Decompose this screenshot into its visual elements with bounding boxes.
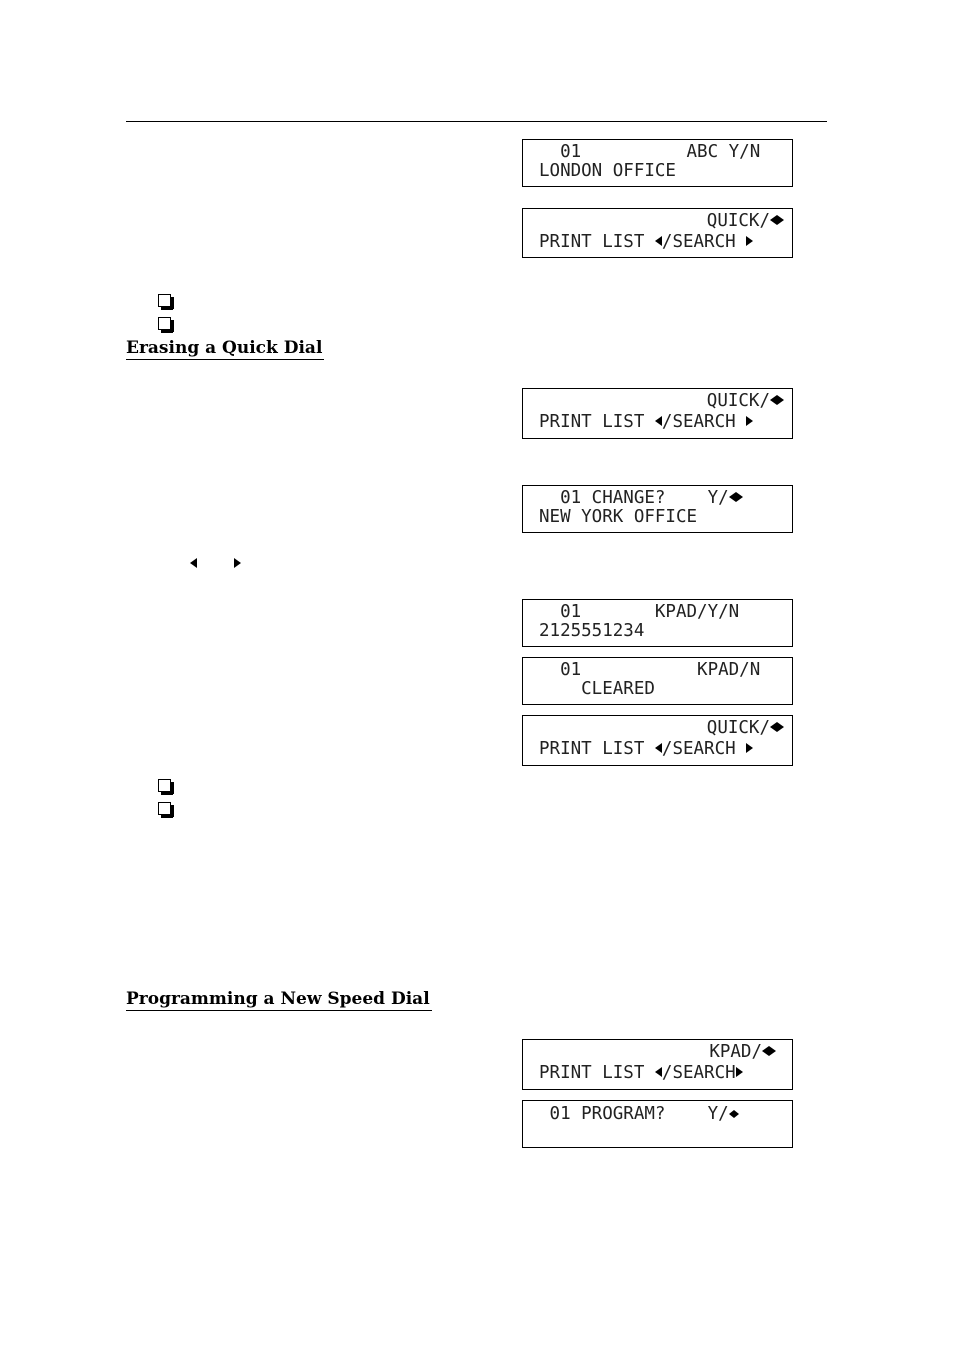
left-arrow-icon xyxy=(770,395,777,405)
lcd-line-1 xyxy=(539,1105,739,1124)
section-heading-erasing-quick-dial: Erasing a Quick Dial xyxy=(126,338,323,358)
lcd-text: KPAD/ xyxy=(709,1042,762,1062)
note-box-icon xyxy=(158,294,171,307)
right-arrow-icon xyxy=(746,236,753,246)
lcd-text: /SEARCH xyxy=(661,232,747,252)
left-arrow-icon xyxy=(770,722,777,732)
lcd-text: PRINT LIST xyxy=(539,739,655,759)
left-arrow-icon xyxy=(190,558,197,568)
lcd-line-1 xyxy=(707,719,784,738)
left-arrow-icon xyxy=(762,1046,769,1056)
note-box-icon xyxy=(158,317,171,330)
lcd-line-2: CLEARED xyxy=(539,679,655,699)
lcd-line-1: 01 KPAD/N xyxy=(539,660,761,680)
lcd-line-1 xyxy=(707,212,784,231)
note-box-icon xyxy=(158,802,171,815)
lcd-display-quick-menu xyxy=(522,208,793,258)
lcd-line-1: 01 ABC Y/N xyxy=(539,142,761,162)
lcd-text: PRINT LIST xyxy=(539,1063,655,1083)
lcd-text: /SEARCH xyxy=(661,1063,736,1083)
right-arrow-icon xyxy=(736,492,743,502)
lcd-line-2 xyxy=(539,413,753,432)
lcd-text: QUICK/ xyxy=(706,211,770,231)
lcd-text: QUICK/ xyxy=(706,391,770,411)
lcd-text: 01 PROGRAM? Y/ xyxy=(539,1104,729,1124)
lcd-line-2: NEW YORK OFFICE xyxy=(539,507,698,527)
right-arrow-icon xyxy=(736,1067,743,1077)
lcd-display-quick-menu xyxy=(522,388,793,439)
arrow-keys xyxy=(190,558,250,570)
lcd-display-number xyxy=(522,599,793,647)
lcd-text: /SEARCH xyxy=(661,412,747,432)
lcd-display-quick-menu xyxy=(522,715,793,766)
left-arrow-icon xyxy=(655,743,662,753)
right-arrow-icon xyxy=(777,722,784,732)
right-arrow-icon xyxy=(777,215,784,225)
lcd-line-1 xyxy=(709,1043,776,1062)
lcd-text: QUICK/ xyxy=(706,718,770,738)
header-rule xyxy=(126,121,827,122)
left-arrow-icon xyxy=(655,236,662,246)
left-arrow-icon xyxy=(729,492,736,502)
lcd-display-kpad-menu xyxy=(522,1039,793,1090)
right-arrow-icon xyxy=(734,1110,739,1118)
lcd-text: PRINT LIST xyxy=(539,232,655,252)
lcd-display-london xyxy=(522,139,793,187)
lcd-text: PRINT LIST xyxy=(539,412,655,432)
left-arrow-icon xyxy=(655,1067,662,1077)
lcd-display-cleared xyxy=(522,657,793,705)
section-heading-programming-speed-dial: Programming a New Speed Dial xyxy=(126,989,430,1009)
lcd-line-2: 2125551234 xyxy=(539,621,645,641)
right-arrow-icon xyxy=(746,743,753,753)
lcd-display-program xyxy=(522,1100,793,1148)
lcd-line-1 xyxy=(539,489,743,508)
right-arrow-icon xyxy=(777,395,784,405)
lcd-line-2 xyxy=(539,1064,743,1083)
lcd-line-2 xyxy=(539,740,753,759)
lcd-line-2 xyxy=(539,233,753,252)
lcd-display-change xyxy=(522,485,793,533)
lcd-text: /SEARCH xyxy=(661,739,747,759)
right-arrow-icon xyxy=(769,1046,776,1056)
lcd-line-2: LONDON OFFICE xyxy=(539,161,676,181)
note-box-icon xyxy=(158,779,171,792)
lcd-line-1 xyxy=(707,392,784,411)
right-arrow-icon xyxy=(234,558,241,568)
right-arrow-icon xyxy=(746,416,753,426)
lcd-text: 01 CHANGE? Y/ xyxy=(539,488,729,508)
lcd-line-1: 01 KPAD/Y/N xyxy=(539,602,740,622)
left-arrow-icon xyxy=(770,215,777,225)
left-arrow-icon xyxy=(655,416,662,426)
